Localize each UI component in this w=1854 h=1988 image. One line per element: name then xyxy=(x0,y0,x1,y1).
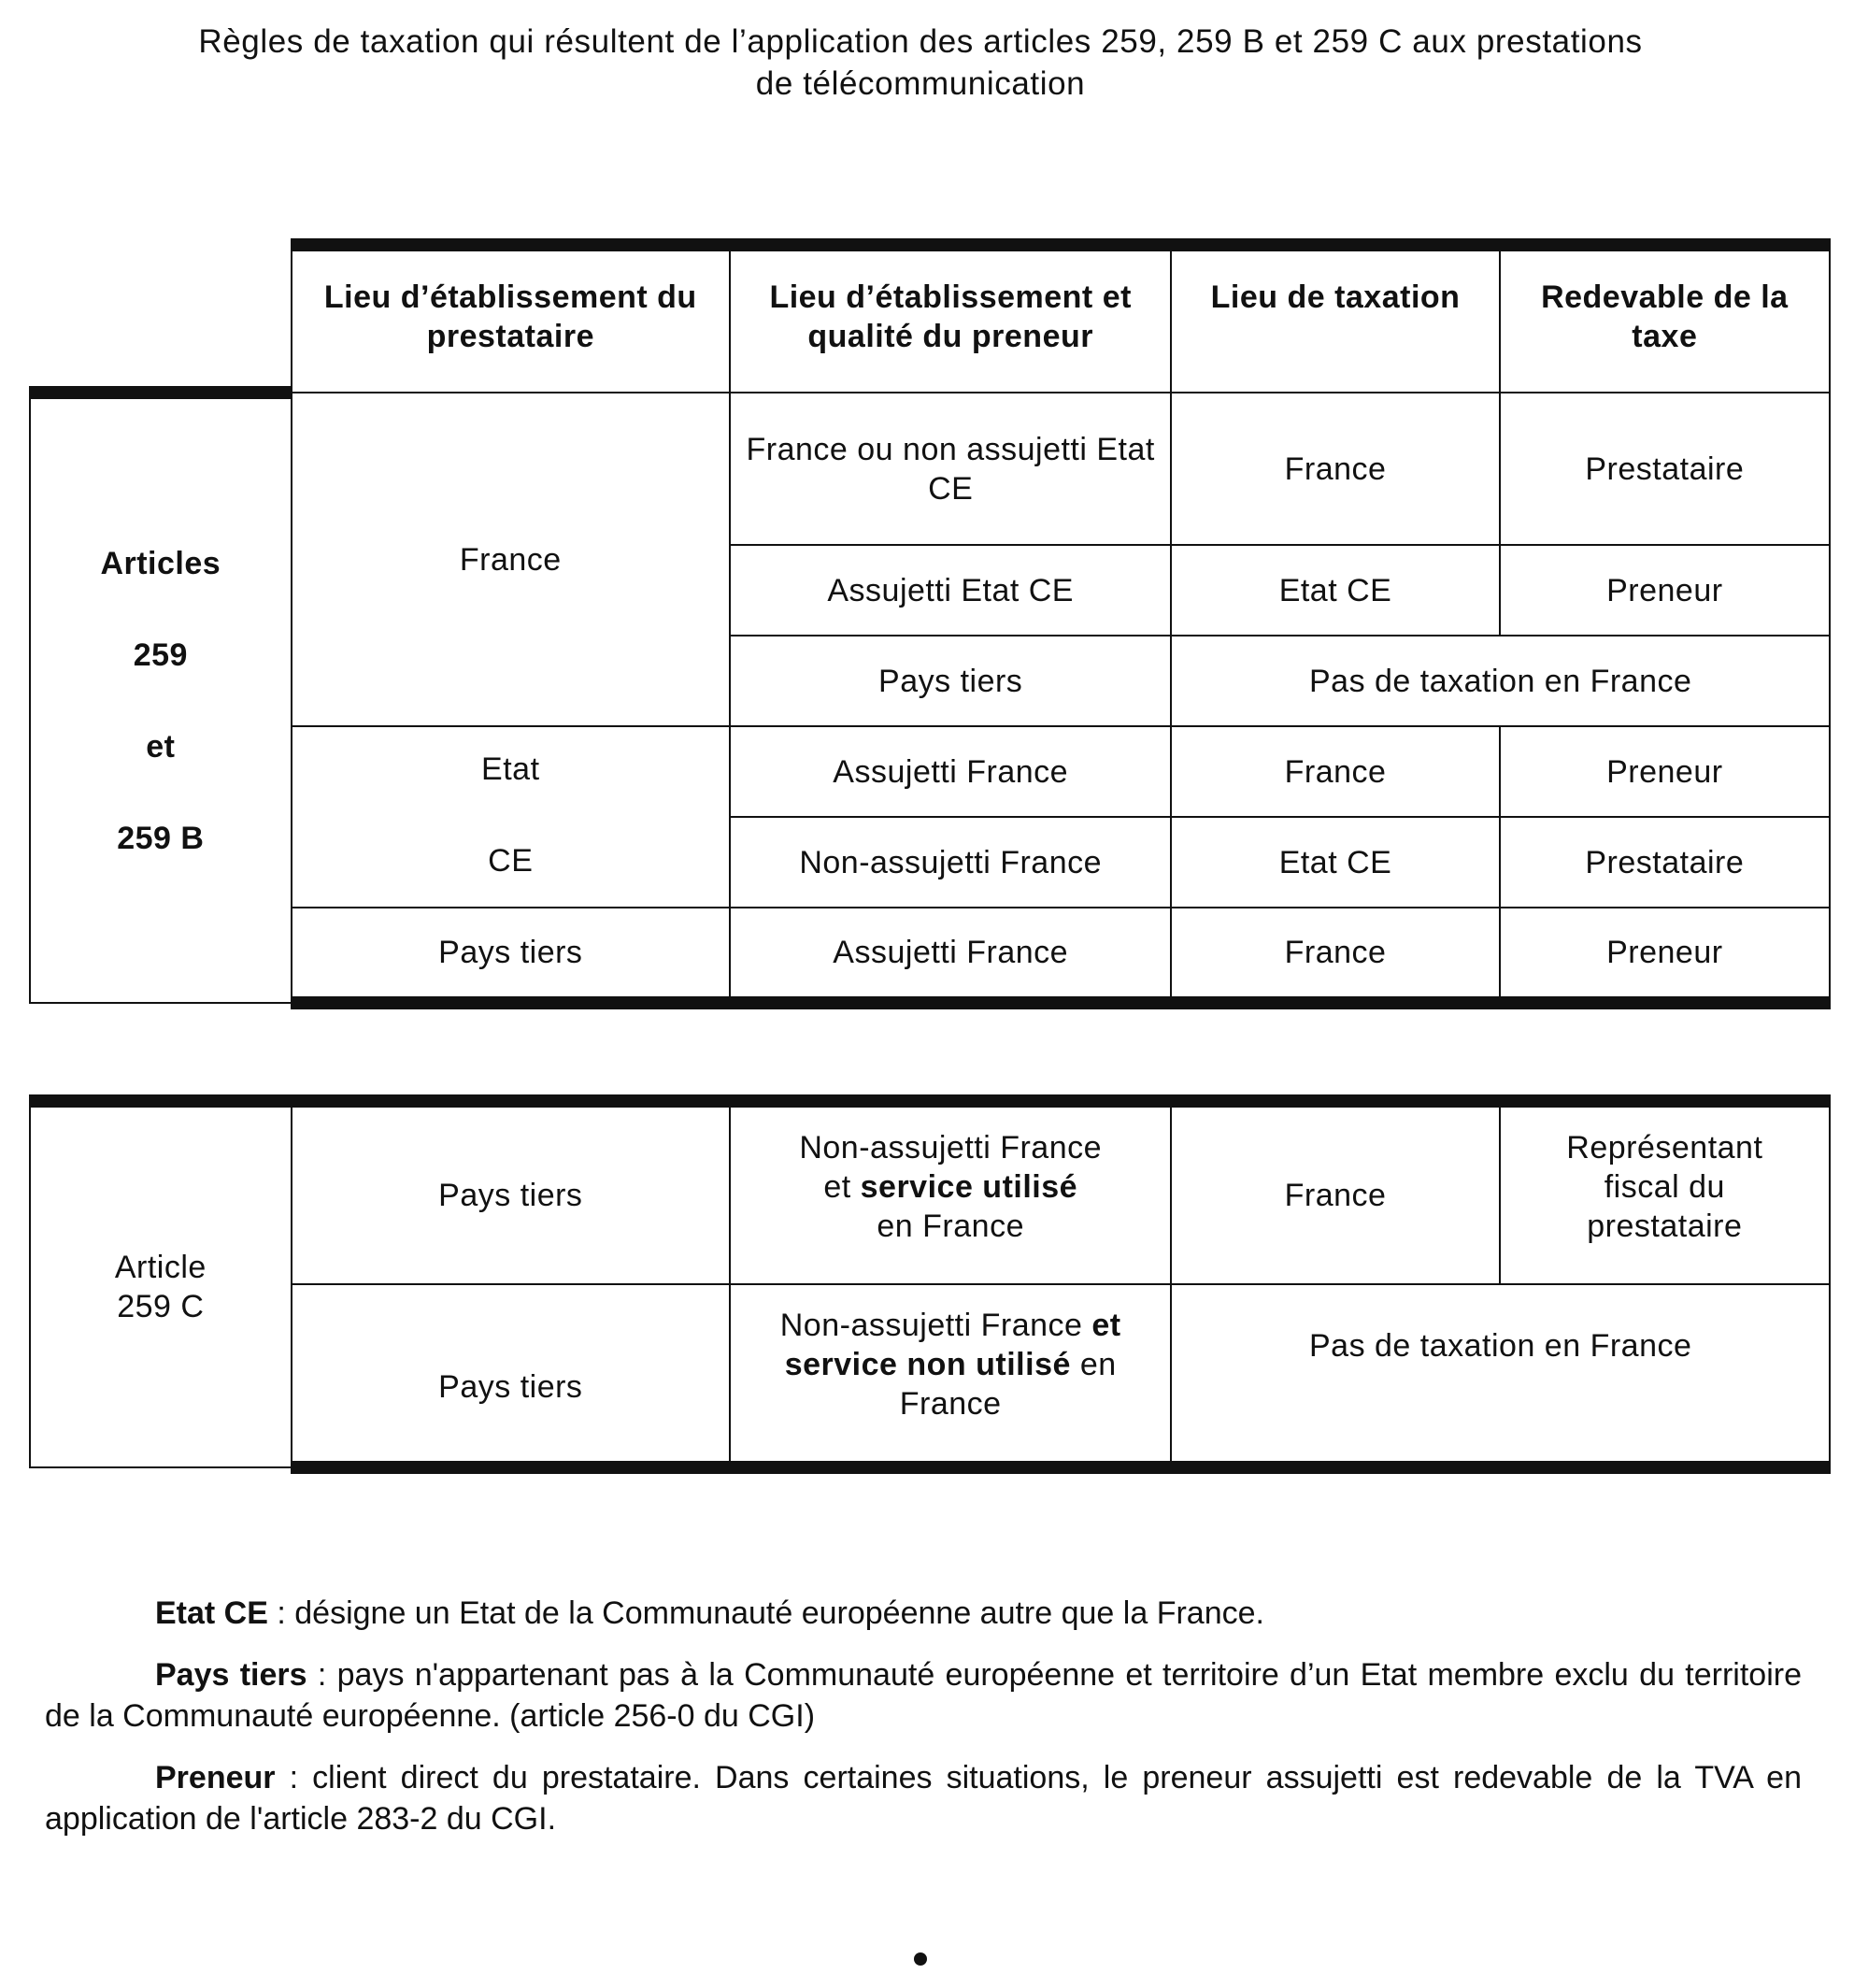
preneur-cell: Assujetti Etat CE xyxy=(730,545,1171,636)
lieu-cell: France xyxy=(1171,726,1499,817)
redevable-cell: Prestataire xyxy=(1500,393,1830,545)
prestataire-cell: Pays tiers xyxy=(292,1101,730,1284)
preneur-emphasis: et xyxy=(1091,1308,1121,1343)
redevable-cell: Preneur xyxy=(1500,726,1830,817)
table-row xyxy=(30,726,1830,817)
title-line-2: de télécommunication xyxy=(755,65,1086,102)
preneur-emphasis: service utilisé xyxy=(860,1169,1078,1205)
note-pays-tiers xyxy=(45,1654,1802,1737)
redevable-cell: Représentant fiscal du prestataire xyxy=(1500,1101,1830,1284)
merged-no-taxation-cell: Pas de taxation en France xyxy=(1171,1284,1830,1467)
note-term: Preneur xyxy=(155,1760,276,1795)
note-etat-ce xyxy=(45,1593,1802,1634)
table-row xyxy=(30,393,1830,545)
redevable-cell: Preneur xyxy=(1500,545,1830,636)
preneur-part: Non-assujetti France xyxy=(799,1130,1103,1166)
taxation-table-259c xyxy=(29,1094,1831,1474)
preneur-cell xyxy=(730,1284,1171,1467)
lieu-cell: France xyxy=(1171,908,1499,1003)
lieu-cell: France xyxy=(1171,1101,1499,1284)
prestataire-etat-ce xyxy=(292,726,730,908)
preneur-cell: Assujetti France xyxy=(730,908,1171,1003)
article-259c-label xyxy=(30,1101,292,1467)
preneur-part: Non-assujetti France xyxy=(779,1308,1092,1343)
articles-259-259b-label xyxy=(30,393,292,1003)
note-text: : client direct du prestataire. Dans certaines situations, le preneur assujetti est redevable de la TVA en application de l'article 283-2 du CGI. xyxy=(45,1760,1802,1837)
label-et: et xyxy=(146,728,176,765)
label-article: Article xyxy=(114,1250,207,1285)
table-row xyxy=(30,908,1830,1003)
redevable-cell: Preneur xyxy=(1500,908,1830,1003)
label-259b: 259 B xyxy=(117,820,205,856)
preneur-cell xyxy=(730,1101,1171,1284)
preneur-part: en xyxy=(1070,1347,1117,1382)
preneur-cell: Assujetti France xyxy=(730,726,1171,817)
header-lieu-taxation: Lieu de taxation xyxy=(1171,245,1499,393)
table-row xyxy=(30,1284,1830,1467)
preneur-part: et xyxy=(823,1169,861,1205)
preneur-cell: Pays tiers xyxy=(730,636,1171,726)
preneur-cell: France ou non assujetti Etat CE xyxy=(730,393,1171,545)
prestataire-france: France xyxy=(292,393,730,726)
prestataire-pays-tiers: Pays tiers xyxy=(292,908,730,1003)
preneur-part: France xyxy=(899,1386,1002,1422)
prestataire-cell: Pays tiers xyxy=(292,1284,730,1467)
preneur-cell: Non-assujetti France xyxy=(730,817,1171,908)
prestataire-etat-word: Etat xyxy=(481,751,540,787)
label-259c: 259 C xyxy=(117,1289,205,1324)
note-term: Etat CE xyxy=(155,1595,268,1631)
lieu-cell: Etat CE xyxy=(1171,817,1499,908)
header-blank-cell xyxy=(30,245,292,393)
redevable-cell: Prestataire xyxy=(1500,817,1830,908)
taxation-table-259-259b xyxy=(29,238,1831,1009)
label-articles: Articles xyxy=(100,545,221,581)
page-title xyxy=(0,21,1841,105)
lieu-cell: France xyxy=(1171,393,1499,545)
header-redevable: Redevable de la taxe xyxy=(1500,245,1830,393)
preneur-emphasis: service non utilisé xyxy=(784,1347,1071,1382)
merged-no-taxation-cell: Pas de taxation en France xyxy=(1171,636,1830,726)
note-preneur xyxy=(45,1757,1802,1839)
table-row xyxy=(30,1101,1830,1284)
header-lieu-preneur: Lieu d’établissement et qualité du preneur xyxy=(730,245,1171,393)
definitions-notes xyxy=(45,1593,1802,1860)
lieu-cell: Etat CE xyxy=(1171,545,1499,636)
note-term: Pays tiers xyxy=(155,1657,307,1693)
table-header-row xyxy=(30,245,1830,393)
page-bullet-mark xyxy=(914,1952,927,1966)
label-259: 259 xyxy=(133,636,188,673)
preneur-part: en France xyxy=(877,1209,1024,1244)
note-text: : désigne un Etat de la Communauté européenne autre que la France. xyxy=(267,1595,1264,1631)
title-line-1: Règles de taxation qui résultent de l’application des articles 259, 259 B et 259 C aux prestations xyxy=(198,23,1643,60)
header-lieu-prestataire: Lieu d’établissement du prestataire xyxy=(292,245,730,393)
note-text: : pays n'appartenant pas à la Communauté européenne et territoire d’un Etat membre exclu du territoire de la Communauté européenne. (article 256-0 du CGI) xyxy=(45,1657,1802,1734)
prestataire-ce-word: CE xyxy=(488,843,534,879)
